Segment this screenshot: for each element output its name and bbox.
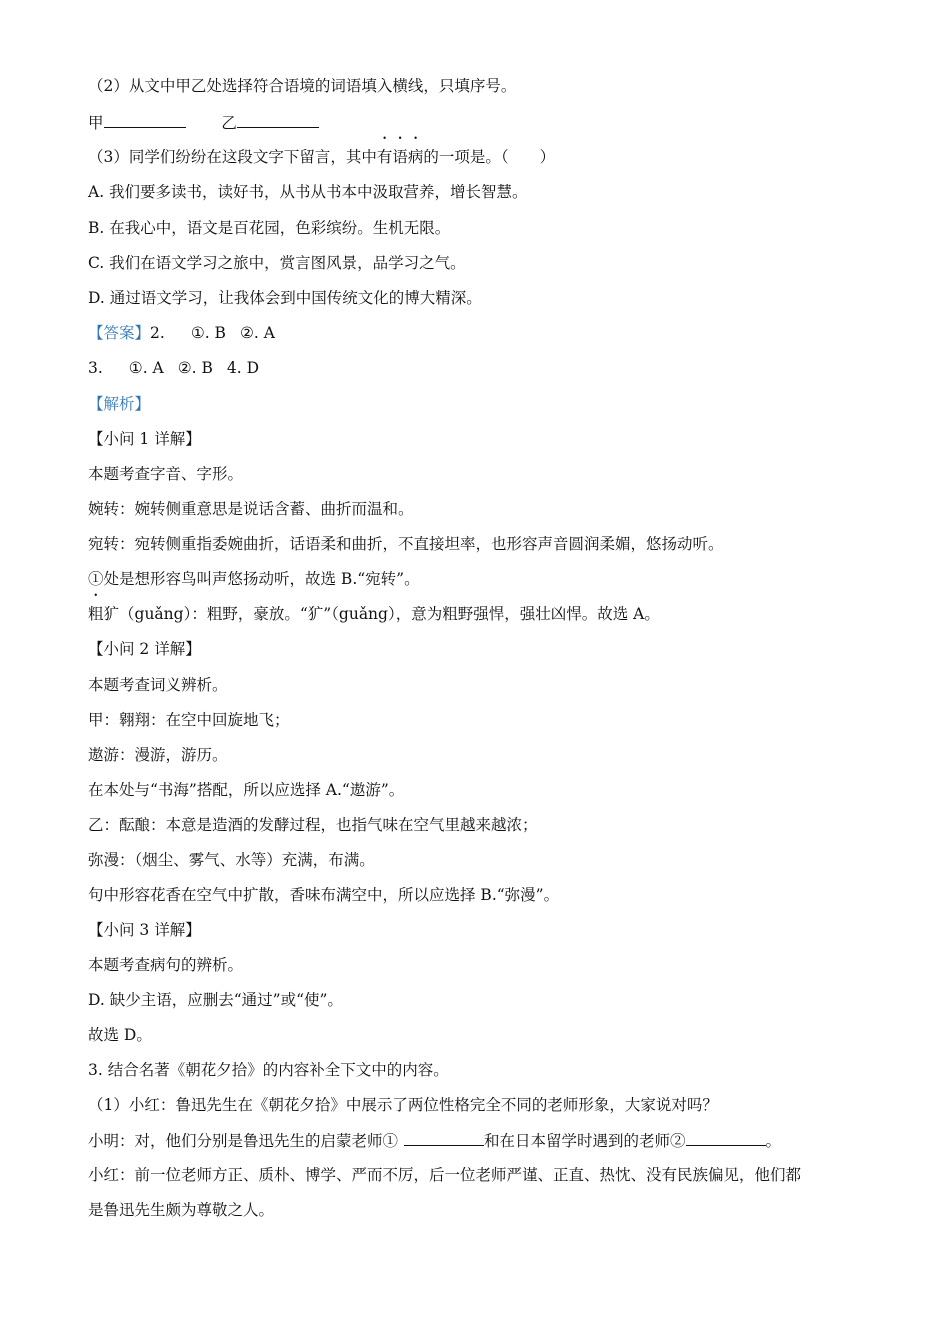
answer-value: 4. D xyxy=(226,359,260,377)
sub2-line: 弥漫：（烟尘、雾气、水等）充满，布满。 xyxy=(88,851,375,869)
sub2-line: 遨游：漫游，游历。 xyxy=(88,746,228,764)
sub1-title: 【小问 1 详解】 xyxy=(88,430,201,448)
q2-part3-title xyxy=(88,146,878,168)
sub3-title: 【小问 3 详解】 xyxy=(88,921,201,939)
answer-num: 2. xyxy=(150,324,165,342)
q3-hong-line-1: 小红：前一位老师方正、质朴、博学、严而不厉，后一位老师严谨、正直、热忱、没有民族偏见，他们都 xyxy=(88,1166,802,1184)
jia-blank[interactable] xyxy=(104,111,186,128)
answer-num: 3. xyxy=(88,359,103,377)
q3-hong-line-2: 是鲁迅先生颇为尊敬之人。 xyxy=(88,1201,275,1219)
dotted-char: 病 xyxy=(407,148,424,166)
sub2-title: 【小问 2 详解】 xyxy=(88,640,201,658)
sub1-line: 婉转：婉转侧重意思是说话含蓄、曲折而温和。 xyxy=(88,500,414,518)
sub1-line: ①处是想形容鸟叫声悠扬动听，故选 B.“宛转”。 xyxy=(88,570,420,588)
ming-end: 。 xyxy=(765,1132,782,1150)
sub2-line: 本题考查词义辨析。 xyxy=(88,676,228,694)
option-b: B. 在我心中，语文是百花园，色彩缤纷。生机无限。 xyxy=(88,219,451,237)
analysis-label: 【解析】 xyxy=(88,395,151,413)
option-a: A. 我们要多读书，读好书，从书从书本中汲取营养，增长智慧。 xyxy=(88,183,528,201)
q2-part2-blanks xyxy=(88,111,878,134)
answer-value: ②. B xyxy=(177,359,213,377)
sub1-line: 宛转：宛转侧重指委婉曲折，话语柔和曲折，不直接坦率，也形容声音圆润柔媚，悠扬动听。 xyxy=(88,535,724,553)
q3-ming-line xyxy=(88,1129,878,1152)
answer-label: 【答案】 xyxy=(88,324,151,342)
dotted-char: 粗 xyxy=(88,605,104,623)
ming-mid: 和在日本留学时遇到的老师② xyxy=(484,1132,686,1150)
yi-blank[interactable] xyxy=(237,111,319,128)
answer-value: ②. A xyxy=(239,324,275,342)
answer-line-2 xyxy=(88,357,878,379)
dotted-char: 有 xyxy=(376,148,393,166)
answer-line-1 xyxy=(88,322,878,344)
teacher-1-blank[interactable] xyxy=(404,1129,484,1146)
q2-part3-prefix: （3）同学们纷纷在这段文字下留言，其中 xyxy=(88,148,377,166)
option-c: C. 我们在语文学习之旅中，赏言图风景，品学习之气。 xyxy=(88,254,466,272)
sub2-line: 甲：翱翔：在空中回旋地飞； xyxy=(88,711,290,729)
yi-label: 乙 xyxy=(221,114,237,132)
q3-part1: （1）小红：鲁迅先生在《朝花夕拾》中展示了两位性格完全不同的老师形象，大家说对吗？ xyxy=(88,1096,718,1114)
sub2-line: 在本处与“书海”搭配，所以应选择 A.“遨游”。 xyxy=(88,781,405,799)
sub2-line: 乙：酝酿：本意是造酒的发酵过程，也指气味在空气里越来越浓； xyxy=(88,816,538,834)
answer-value: ①. B xyxy=(190,324,226,342)
sub3-line: 本题考查病句的辨析。 xyxy=(88,956,244,974)
q3-title: 3. 结合名著《朝花夕拾》的内容补全下文中的内容。 xyxy=(88,1061,449,1079)
dotted-char: 语 xyxy=(392,148,408,166)
ming-prefix: 小明：对，他们分别是鲁迅先生的启蒙老师① xyxy=(88,1132,399,1150)
teacher-2-blank[interactable] xyxy=(686,1129,766,1146)
sub2-line: 句中形容花香在空气中扩散，香味布满空中，所以应选择 B.“弥漫”。 xyxy=(88,886,560,904)
sub1-line-last xyxy=(88,603,878,625)
q2-part2-title: （2）从文中甲乙处选择符合语境的词语填入横线，只填序号。 xyxy=(88,77,517,95)
sub1-last-rest: 犷（guǎng）：粗野，豪放。“犷”（guǎng），意为粗野强悍，强壮凶悍。故选 A。 xyxy=(103,605,660,623)
sub1-line: 本题考查字音、字形。 xyxy=(88,465,244,483)
sub3-line: D. 缺少主语，应删去“通过”或“使”。 xyxy=(88,991,343,1009)
answer-value: ①. A xyxy=(128,359,164,377)
jia-label: 甲 xyxy=(88,114,104,132)
q2-part3-suffix: 的一项是。（ ） xyxy=(423,148,556,166)
option-d: D. 通过语文学习，让我体会到中国传统文化的博大精深。 xyxy=(88,289,482,307)
sub3-line: 故选 D。 xyxy=(88,1026,152,1044)
